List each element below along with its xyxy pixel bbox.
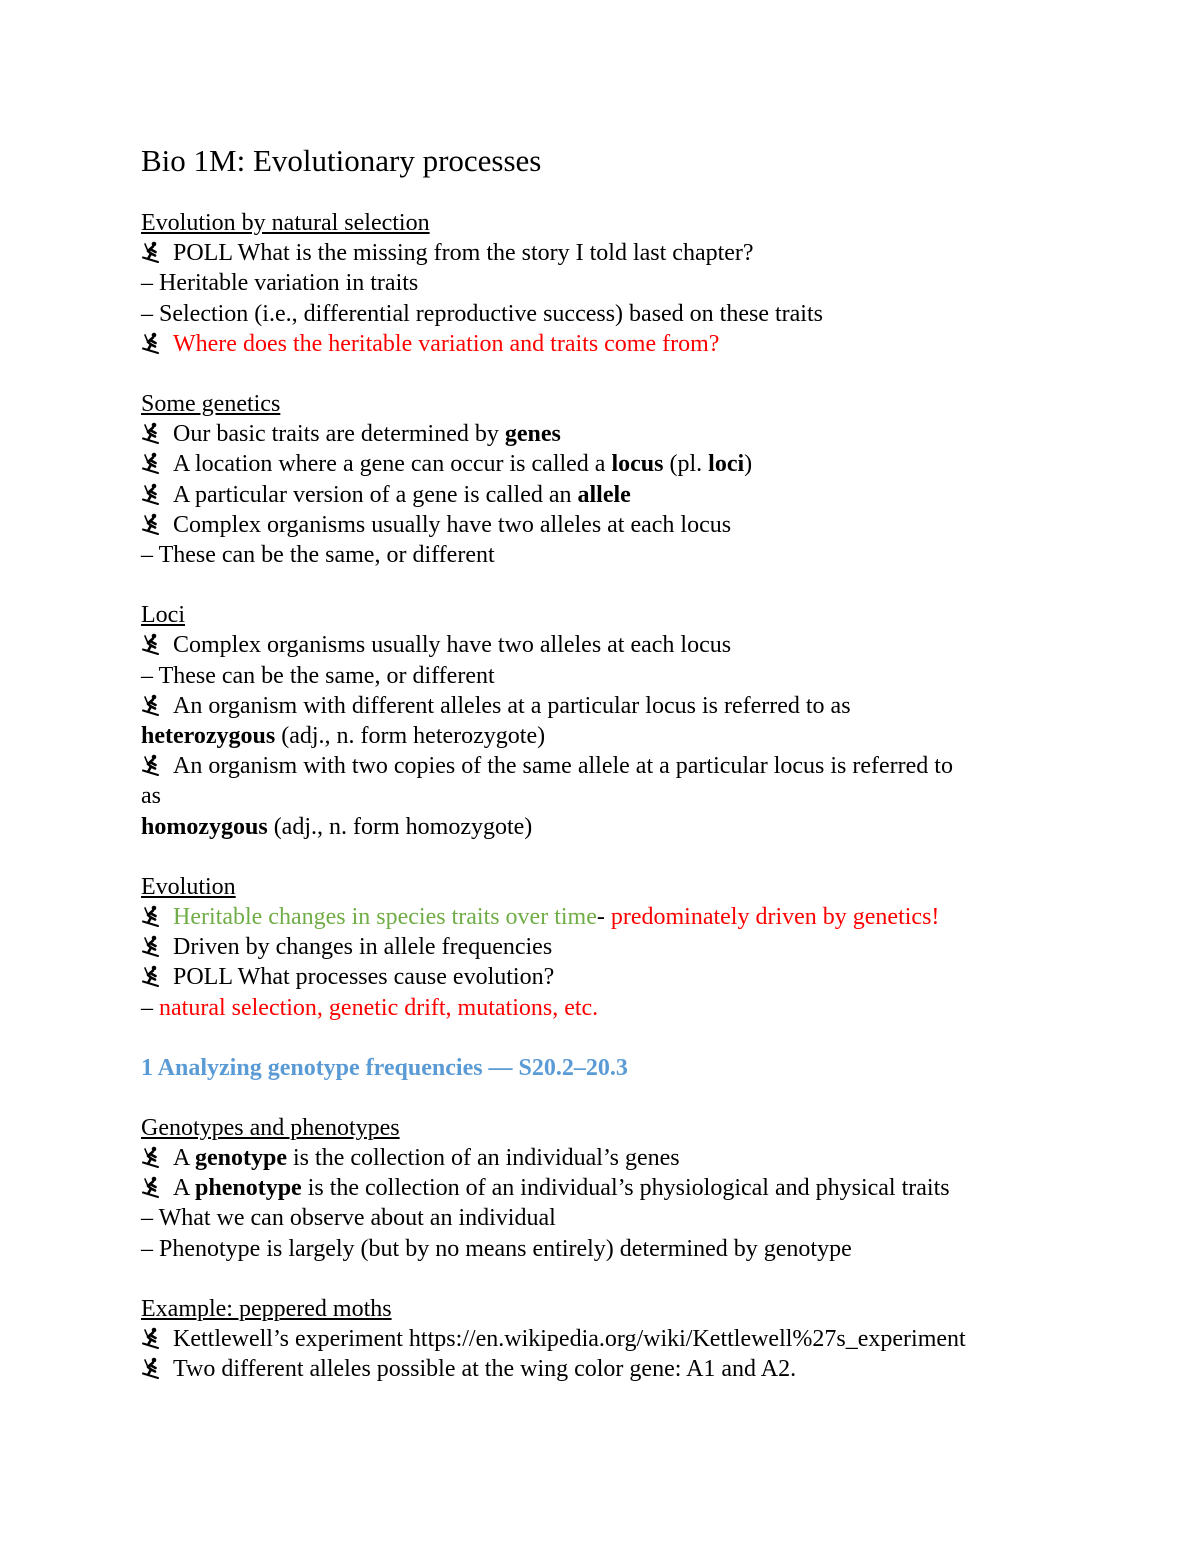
line-text: – Phenotype is largely (but by no means entirely) determined by genotype xyxy=(141,1235,852,1262)
section-heading: Genotypes and phenotypes xyxy=(141,1114,400,1141)
skier-icon xyxy=(141,1176,173,1198)
text-line xyxy=(141,661,1061,691)
bullet-line xyxy=(141,480,1061,510)
bullet-line xyxy=(141,419,1061,449)
skier-icon xyxy=(141,754,173,776)
section xyxy=(141,872,1061,1023)
text-line xyxy=(141,812,1061,842)
bullet-line xyxy=(141,449,1061,479)
bold-term: homozygous xyxy=(141,813,268,840)
line-text: is the collection of an individual’s genes xyxy=(287,1145,680,1172)
text-line xyxy=(141,540,1061,570)
section xyxy=(141,1113,1061,1264)
skier-icon xyxy=(141,935,173,957)
line-text: Complex organisms usually have two alleles at each locus xyxy=(173,511,732,538)
bullet-line xyxy=(141,751,1061,781)
section xyxy=(141,389,1061,570)
line-text: – Selection (i.e., differential reproductive success) based on these traits xyxy=(141,300,823,327)
line-text: ) xyxy=(744,451,753,478)
bold-term: loci xyxy=(708,451,745,478)
text-line xyxy=(141,721,1061,751)
bullet-line xyxy=(141,1324,1061,1354)
skier-icon xyxy=(141,1357,173,1379)
line-text: A particular version of a gene is called an xyxy=(173,481,578,508)
bullet-line xyxy=(141,630,1061,660)
section-heading: Some genetics xyxy=(141,391,281,418)
skier-icon xyxy=(141,694,173,716)
bullet-line xyxy=(141,1354,1061,1384)
bullet-line xyxy=(141,962,1061,992)
skier-icon xyxy=(141,1327,173,1349)
skier-icon xyxy=(141,422,173,444)
skier-icon xyxy=(141,633,173,655)
bold-term: allele xyxy=(577,481,631,508)
skier-icon xyxy=(141,332,173,354)
section-heading: Example: peppered moths xyxy=(141,1295,392,1322)
bold-term: genes xyxy=(504,421,561,448)
document-sections xyxy=(141,208,1061,1385)
bullet-line xyxy=(141,1173,1061,1203)
bold-term: locus xyxy=(611,451,664,478)
line-text: (adj., n. form homozygote) xyxy=(267,813,533,840)
line-text: Where does the heritable variation and traits come from? xyxy=(173,330,720,357)
line-text: Two different alleles possible at the wing color gene: A1 and A2. xyxy=(173,1356,797,1383)
line-text: – What we can observe about an individual xyxy=(141,1205,556,1232)
bullet-line xyxy=(141,932,1061,962)
line-text: POLL What processes cause evolution? xyxy=(173,964,555,991)
bullet-line xyxy=(141,1143,1061,1173)
line-text: A xyxy=(173,1145,196,1172)
line-text: – Heritable variation in traits xyxy=(141,270,419,297)
section-heading: Loci xyxy=(141,602,185,629)
text-line xyxy=(141,1234,1061,1264)
line-text: Our basic traits are determined by xyxy=(173,421,505,448)
skier-icon xyxy=(141,1146,173,1168)
line-text: – xyxy=(141,994,159,1021)
bullet-line xyxy=(141,510,1061,540)
bullet-line xyxy=(141,691,1061,721)
section-heading: Evolution xyxy=(141,873,236,900)
section-title-blue: 1 Analyzing genotype frequencies — S20.2–20.3 xyxy=(141,1054,628,1081)
line-text: An organism with different alleles at a particular locus is referred to as xyxy=(173,692,851,719)
line-text: – These can be the same, or different xyxy=(141,542,495,569)
skier-icon xyxy=(141,905,173,927)
bullet-line xyxy=(141,329,1061,359)
section xyxy=(141,208,1061,359)
line-text: A location where a gene can occur is called a xyxy=(173,451,612,478)
text-line xyxy=(141,1203,1061,1233)
section xyxy=(141,1294,1061,1385)
bullet-line xyxy=(141,902,1061,932)
line-text: Heritable changes in species traits over time xyxy=(173,904,597,931)
line-text: An organism with two copies of the same allele at a particular locus is referred to xyxy=(173,753,953,780)
line-text: POLL What is the missing from the story I told last chapter? xyxy=(173,240,754,267)
text-line xyxy=(141,299,1061,329)
section xyxy=(141,600,1061,842)
skier-icon xyxy=(141,483,173,505)
line-text: – These can be the same, or different xyxy=(141,662,495,689)
document-title: Bio 1M: Evolutionary processes xyxy=(141,143,542,178)
bullet-line xyxy=(141,238,1061,268)
document-content xyxy=(141,142,1061,1415)
line-text: is the collection of an individual’s physiological and physical traits xyxy=(301,1175,950,1202)
skier-icon xyxy=(141,452,173,474)
line-text: - xyxy=(596,904,611,931)
text-line xyxy=(141,781,1061,811)
line-text: predominately driven by genetics! xyxy=(610,904,940,931)
line-text: Complex organisms usually have two alleles at each locus xyxy=(173,632,732,659)
bold-term: genotype xyxy=(195,1145,288,1172)
text-line xyxy=(141,993,1061,1023)
text-line xyxy=(141,268,1061,298)
line-text: A xyxy=(173,1175,196,1202)
skier-icon xyxy=(141,965,173,987)
line-text: natural selection, genetic drift, mutations, etc. xyxy=(159,994,599,1021)
section-heading: Evolution by natural selection xyxy=(141,210,430,236)
skier-icon xyxy=(141,241,173,263)
line-text: as xyxy=(141,783,161,810)
bold-term: phenotype xyxy=(195,1175,302,1202)
bold-term: heterozygous xyxy=(141,723,276,750)
line-text: (pl. xyxy=(663,451,709,478)
line-text: (adj., n. form heterozygote) xyxy=(275,723,546,750)
skier-icon xyxy=(141,513,173,535)
line-text: Kettlewell’s experiment https://en.wikipedia.org/wiki/Kettlewell%27s_experiment xyxy=(173,1326,966,1353)
line-text: Driven by changes in allele frequencies xyxy=(173,934,553,961)
